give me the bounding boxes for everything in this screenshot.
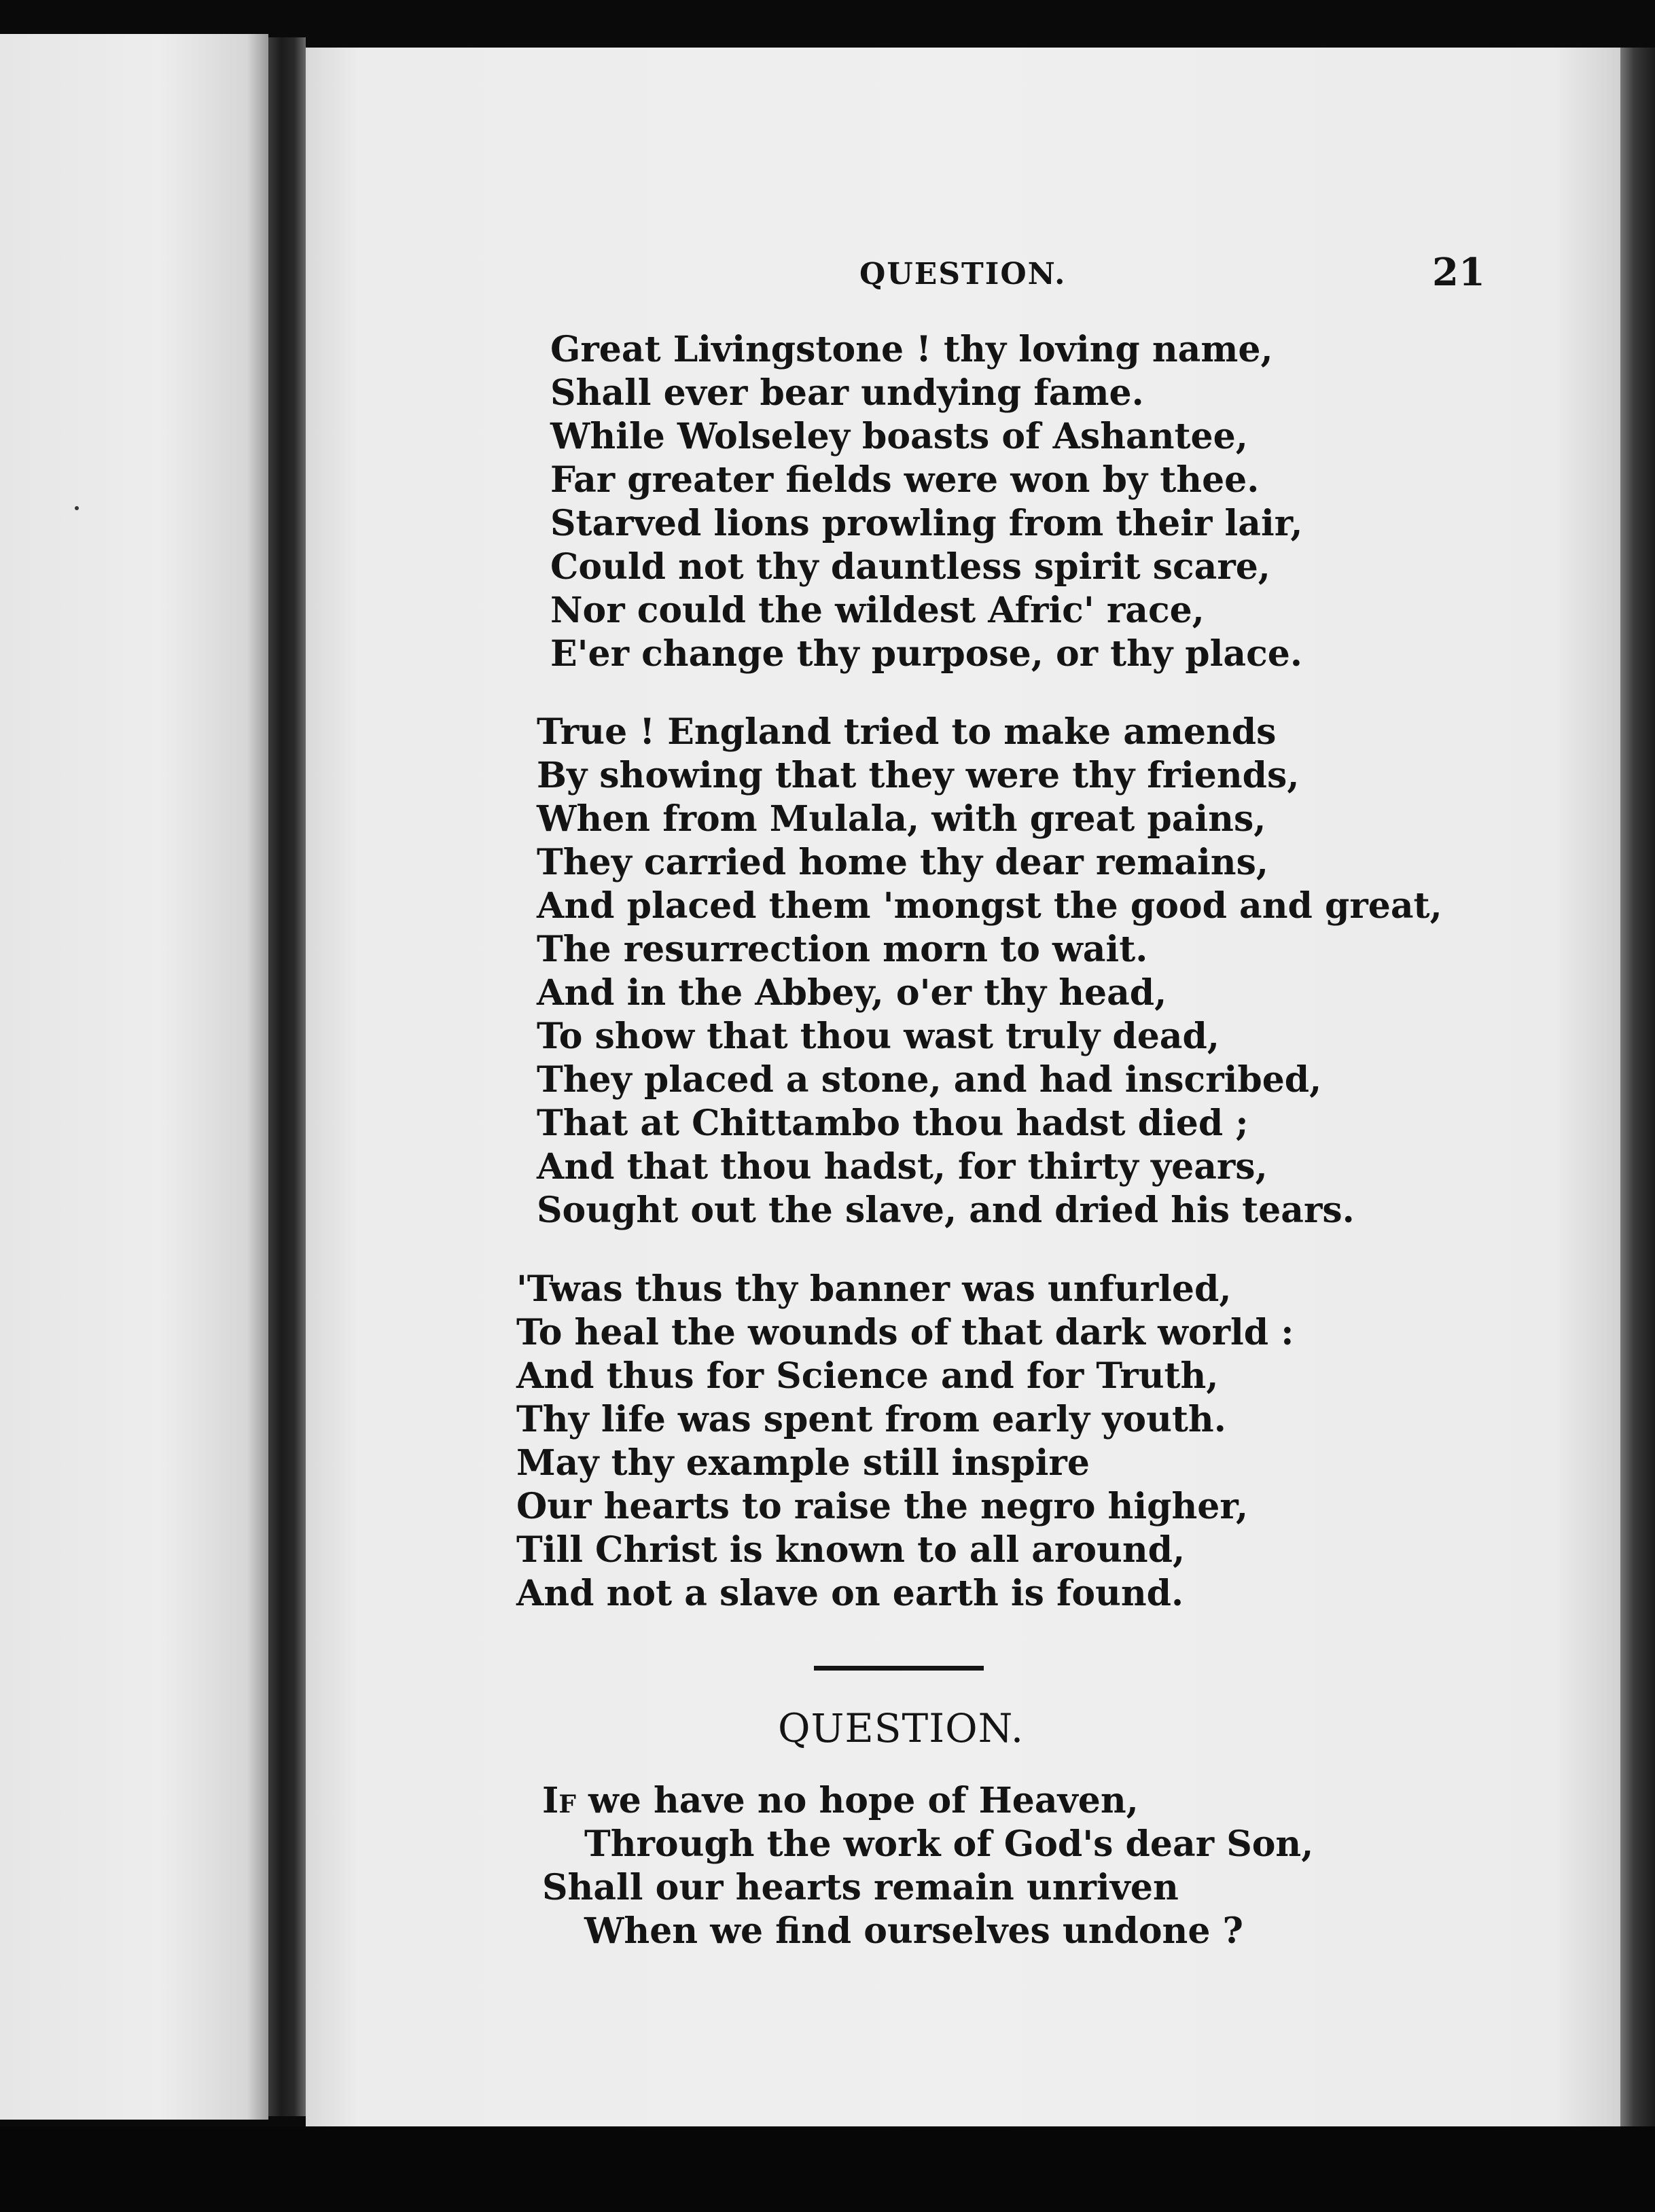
paper-speck [75, 506, 79, 510]
verse-line: And placed them 'mongst the good and great, [537, 885, 1442, 927]
right-page-edge-shadow [1620, 48, 1655, 2140]
section-divider-rule [814, 1666, 984, 1671]
left-page-edge [0, 34, 268, 2120]
verse-line: Thy life was spent from early youth. [516, 1399, 1226, 1440]
verse-line: When from Mulala, with great pains, [537, 798, 1266, 840]
section-title: QUESTION. [778, 1705, 1025, 1751]
verse-line: E'er change thy purpose, or thy place. [550, 633, 1302, 675]
verse-line-rest: we have no hope of Heaven, [575, 1780, 1139, 1821]
verse-line: 'Twas thus thy banner was unfurled, [516, 1268, 1232, 1310]
verse-line: They carried home thy dear remains, [537, 842, 1268, 883]
verse-line: To show that thou wast truly dead, [537, 1016, 1220, 1057]
drop-word: If [542, 1780, 576, 1821]
page-number: 21 [1432, 250, 1485, 295]
verse-line: Sought out the slave, and dried his tears. [537, 1190, 1355, 1231]
verse-line: And in the Abbey, o'er thy head, [537, 972, 1167, 1014]
verse-line: True ! England tried to make amends [537, 711, 1277, 753]
poem-stanza-3 [516, 1268, 1294, 1616]
verse-line: Shall our hearts remain unriven [542, 1867, 1179, 1908]
verse-line: Till Christ is known to all around, [516, 1529, 1186, 1571]
verse-line: Our hearts to raise the negro higher, [516, 1486, 1249, 1527]
verse-line: Could not thy dauntless spirit scare, [550, 546, 1270, 588]
poem-stanza-1 [550, 328, 1302, 676]
verse-line: Nor could the wildest Afric' race, [550, 590, 1205, 631]
verse-line: That at Chittambo thou hadst died ; [537, 1103, 1249, 1144]
verse-line: And that thou hadst, for thirty years, [537, 1146, 1268, 1188]
verse-line: The resurrection morn to wait. [537, 929, 1148, 970]
verse-line: They placed a stone, and had inscribed, [537, 1059, 1322, 1101]
verse-line [542, 1779, 1313, 1823]
verse-line: Starved lions prowling from their lair, [550, 503, 1303, 544]
verse-line: Through the work of God's dear Son, [584, 1823, 1314, 1865]
poem-stanza-2 [537, 711, 1442, 1232]
verse-line: By showing that they were thy friends, [537, 755, 1300, 796]
verse-line: While Wolseley boasts of Ashantee, [550, 416, 1248, 457]
verse-line: Great Livingstone ! thy loving name, [550, 329, 1273, 370]
book-gutter [268, 37, 306, 2116]
verse-line: To heal the wounds of that dark world : [516, 1312, 1294, 1353]
running-head: QUESTION. [859, 257, 1067, 291]
scan-bottom-border [0, 2126, 1655, 2212]
verse-line: When we find ourselves undone ? [584, 1910, 1244, 1952]
verse-line: And thus for Science and for Truth, [516, 1355, 1219, 1397]
verse-line: Far greater fields were won by thee. [550, 459, 1260, 501]
verse-line: Shall ever bear undying fame. [550, 372, 1144, 414]
verse-line: And not a slave on earth is found. [516, 1573, 1184, 1614]
question-poem-stanza [542, 1779, 1313, 1953]
verse-line: May thy example still inspire [516, 1442, 1090, 1484]
